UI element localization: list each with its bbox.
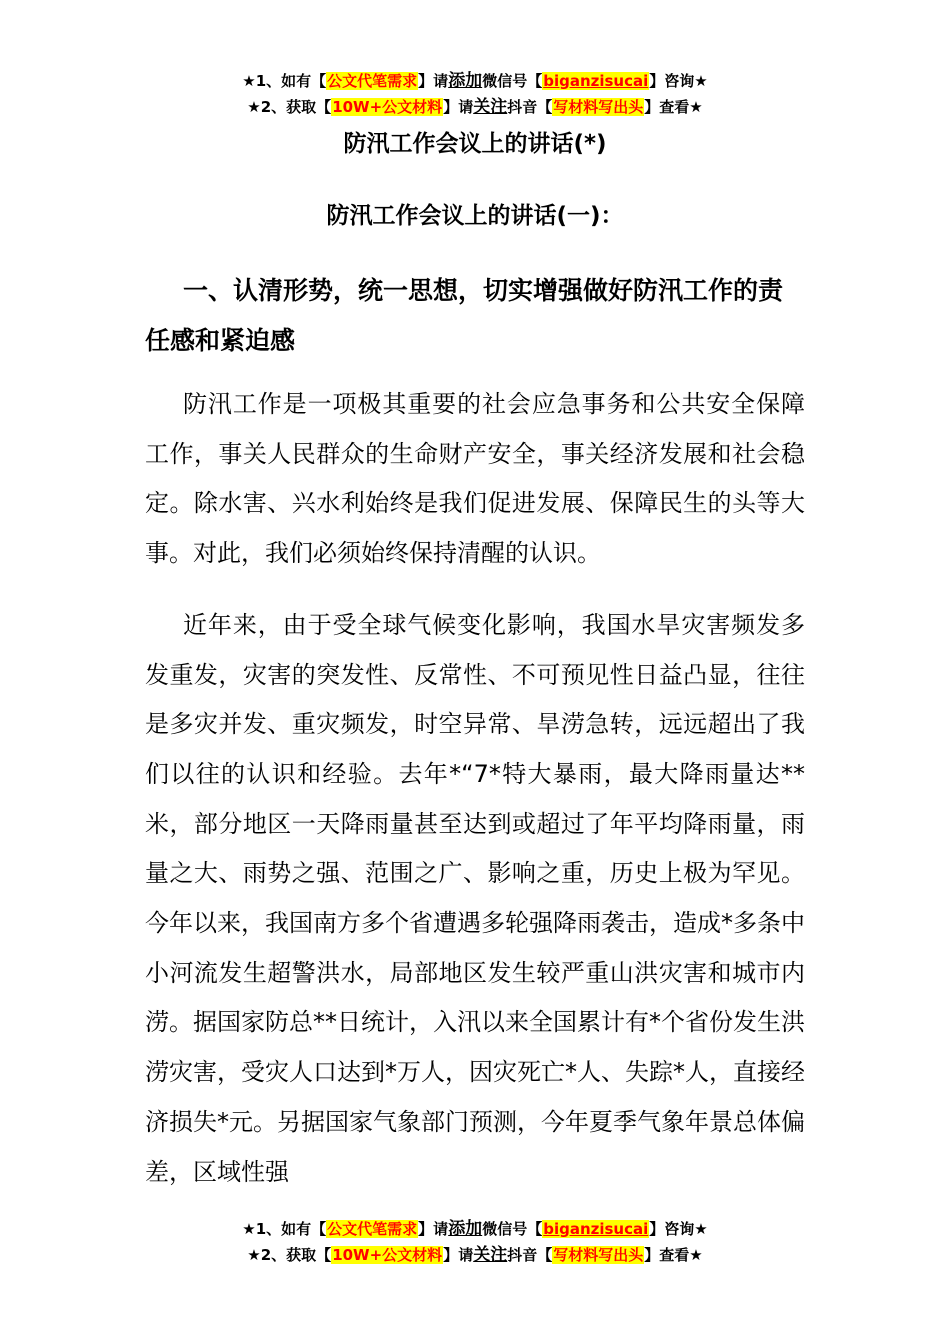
banner-text: ★2、获取【: [247, 1246, 332, 1264]
banner-highlight-materials: 10W+公文材料: [332, 1246, 443, 1264]
banner-highlight-wechat-id: biganzisucai: [543, 72, 649, 90]
banner-emphasis-add: 添加: [448, 1219, 483, 1239]
header-banner: [0, 68, 950, 120]
banner-line-2: [0, 1242, 950, 1268]
banner-highlight-materials: 10W+公文材料: [332, 98, 443, 116]
banner-emphasis-add: 添加: [448, 71, 483, 91]
document-title: 防汛工作会议上的讲话(*): [343, 131, 607, 157]
banner-text: ★2、获取【: [247, 98, 332, 116]
banner-text: 抖音【: [507, 98, 553, 116]
banner-text: 】请: [443, 1246, 474, 1264]
banner-highlight-douyin: 写材料写出头: [553, 98, 644, 116]
banner-text: 】咨询★: [649, 72, 708, 90]
document-body: [145, 126, 805, 1219]
banner-line-1: [0, 68, 950, 94]
banner-text: 】请: [418, 72, 449, 90]
banner-text: ★1、如有【: [242, 72, 327, 90]
banner-text: 微信号【: [482, 72, 543, 90]
document-subtitle: 防汛工作会议上的讲话(一)：: [326, 203, 624, 229]
banner-text: 】查看★: [644, 98, 703, 116]
banner-line-2: [0, 94, 950, 120]
banner-highlight-service: 公文代笔需求: [327, 72, 418, 90]
banner-highlight-service: 公文代笔需求: [327, 1220, 418, 1238]
banner-emphasis-follow: 关注: [473, 97, 508, 117]
section-heading-1: 一、认清形势，统一思想，切实增强做好防汛工作的责任感和紧迫感: [145, 276, 784, 355]
banner-text: 】咨询★: [649, 1220, 708, 1238]
banner-highlight-douyin: 写材料写出头: [553, 1246, 644, 1264]
banner-text: 】请: [443, 98, 474, 116]
banner-line-1: [0, 1216, 950, 1242]
banner-text: 微信号【: [482, 1220, 543, 1238]
banner-text: 抖音【: [507, 1246, 553, 1264]
banner-text: 】请: [418, 1220, 449, 1238]
banner-text: 】查看★: [644, 1246, 703, 1264]
paragraph-1: 防汛工作是一项极其重要的社会应急事务和公共安全保障工作，事关人民群众的生命财产安全，事关经济发展和社会稳定。除水害、兴水利始终是我们促进发展、保障民生的头等大事。对此，我们必须始终保持清醒的认识。: [145, 390, 805, 568]
banner-highlight-wechat-id: biganzisucai: [543, 1220, 649, 1238]
footer-banner: [0, 1216, 950, 1268]
banner-text: ★1、如有【: [242, 1220, 327, 1238]
banner-emphasis-follow: 关注: [473, 1245, 508, 1265]
paragraph-2: 近年来，由于受全球气候变化影响，我国水旱灾害频发多发重发，灾害的突发性、反常性、不可预见性日益凸显，往往是多灾并发、重灾频发，时空异常、旱涝急转，远远超出了我们以往的认识和经验。去年*“7*特大暴雨，最大降雨量达**米，部分地区一天降雨量甚至达到或超过了年平均降雨量，雨量之大、雨势之强、范围之广、影响之重，历史上极为罕见。今年以来，我国南方多个省遭遇多轮强降雨袭击，造成*多条中小河流发生超警洪水，局部地区发生较严重山洪灾害和城市内涝。据国家防总**日统计，入汛以来全国累计有*个省份发生洪涝灾害，受灾人口达到*万人，因灾死亡*人、失踪*人，直接经济损失*元。另据国家气象部门预测，今年夏季气象年景总体偏差，区域性强: [145, 610, 805, 1186]
